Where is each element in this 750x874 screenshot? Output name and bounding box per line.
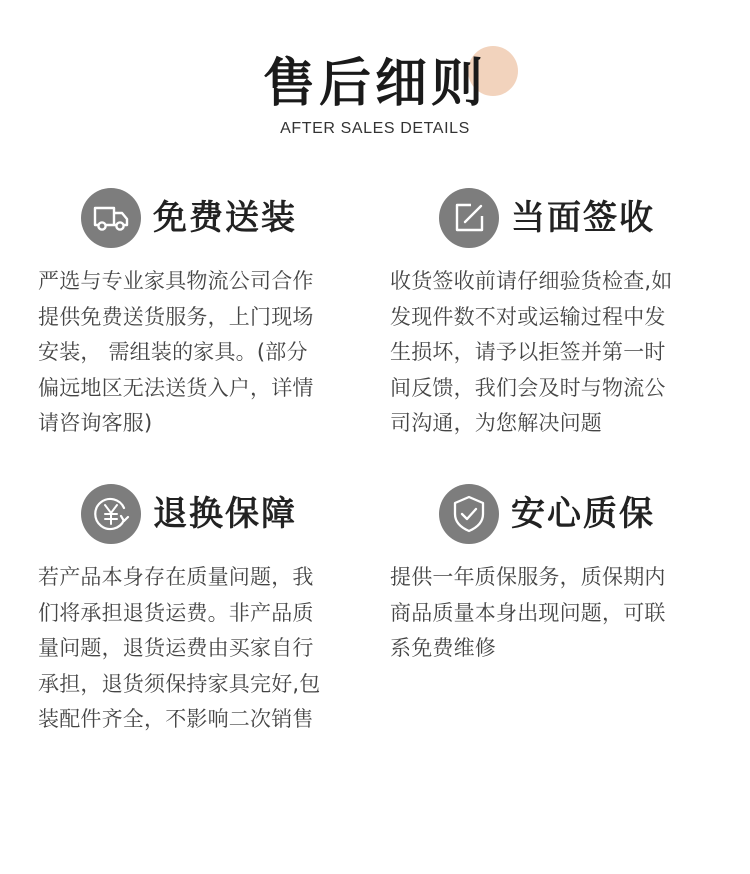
description-line: 发现件数不对或运输过程中发 [390, 304, 666, 329]
description-line: 生损坏，请予以拒签并第一时 [390, 340, 666, 364]
edit-square-icon [439, 188, 499, 248]
card-title: 当面签收 [511, 198, 655, 238]
page-title: 售后细则 [262, 53, 487, 114]
card-header [390, 484, 720, 546]
shield-check-icon [439, 484, 499, 544]
card-header [38, 484, 368, 546]
card-return-guarantee [38, 484, 368, 744]
description-line: 严选与专业家具物流公司合作 [38, 269, 314, 293]
description-line: 安装， 需组装的家具。(部分 [38, 340, 308, 364]
page-subtitle: AFTER SALES DETAILS [280, 120, 470, 137]
description-line: 商品质量本身出现问题，可联 [390, 600, 666, 625]
description-line: 司沟通，为您解决问题 [390, 411, 602, 435]
card-free-delivery [38, 188, 368, 448]
description-line: 请咨询客服) [38, 411, 153, 435]
description-line: 量问题，退货运费由买家自行 [38, 636, 314, 660]
description-line: 们将承担退货运费。非产品质 [38, 600, 314, 625]
card-title: 安心质保 [511, 494, 655, 534]
description-line: 承担，退货须保持家具完好,包 [38, 671, 321, 696]
description-line: 系免费维修 [390, 636, 496, 660]
card-description [390, 264, 710, 442]
yen-exchange-icon [81, 484, 141, 544]
card-header [390, 188, 720, 250]
description-line: 收货签收前请仔细验货检查,如 [390, 269, 673, 293]
card-description [38, 264, 358, 442]
description-line: 偏远地区无法送货入户，详情 [38, 375, 314, 400]
description-line: 若产品本身存在质量问题，我 [38, 565, 314, 589]
card-header [38, 188, 368, 250]
truck-icon [81, 188, 141, 248]
card-title: 退换保障 [153, 494, 297, 534]
description-line: 提供免费送货服务，上门现场 [38, 304, 314, 329]
card-description [390, 560, 710, 667]
description-line: 装配件齐全，不影响二次销售 [38, 707, 314, 731]
header [0, 0, 750, 160]
description-line: 提供一年质保服务，质保期内 [390, 565, 666, 589]
card-title: 免费送装 [153, 198, 297, 238]
card-sign-in-person [390, 188, 720, 448]
card-description [38, 560, 358, 738]
description-line: 间反馈，我们会及时与物流公 [390, 375, 666, 400]
card-quality-warranty [390, 484, 720, 674]
